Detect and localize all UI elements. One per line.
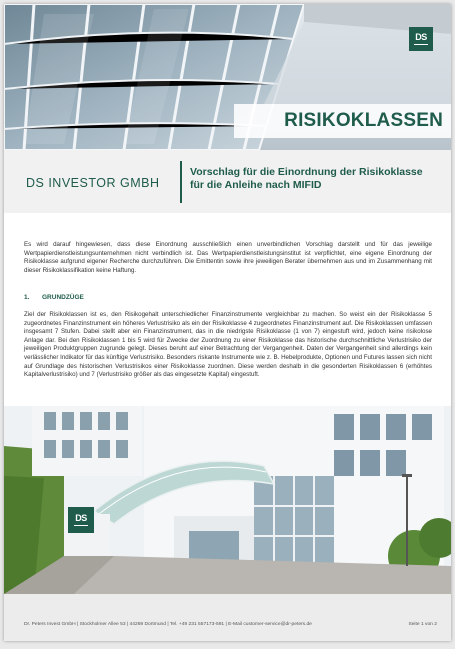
building-sign-text: DS [75,512,87,523]
page-number: Seite 1 von 2 [408,622,437,627]
page-title: RISIKOKLASSEN [284,110,443,131]
company-name: DS INVESTOR GMBH [26,176,160,190]
section-number: 1. [24,294,30,301]
section-title: GRUNDZÜGE [42,294,84,301]
document-page [4,4,451,641]
building-sign-logo [68,507,94,533]
page-footer [4,594,451,641]
ds-logo-text: DS [415,31,427,42]
intro-paragraph: Es wird darauf hingewiesen, dass diese Einordnung ausschließlich einen unverbindlichen Vorschlag darstellt und für das jeweilige Wertpapierdienstleistungsunternehmen nicht verbindlich ist. Das Wertpapierdienstleistungsinstitut ist verpflichtet, eine eigene Einordnung der Risikoklasse aufgrund eigener Recherche durchzuführen. Die Emittentin sowie ihre jeweiligen Berater übernehmen aus und im Zusammenhang mit dieser Risikoklassifikation keine Haftung. [24,241,432,274]
hero-image [4,4,451,150]
section-body: Ziel der Risikoklassen ist es, den Risikogehalt unterschiedlicher Finanzinstrumente vergleichbar zu machen. So weist ein der Risikoklasse 5 zugeordnetes Finanzinstrument ein höheres Verlustrisiko als ein der Risikoklasse 4 zugeordnetes Finanzinstrument auf. Die Risikoklassen umfassen insgesamt 7 Stufen. Dabei stellt aber ein Finanzinstrument, das in die niedrigste Risikoklasse (1 von 7) eingestuft wird, jedoch keine risikolose Anlage dar. Bei den Risikoklassen 1 bis 5 wird für Zwecke der Zuordnung zu einer Risikoklasse das historische durchschnittliche Verlustrisiko der jeweiligen Produktgruppen zugrunde gelegt. Dieses beruht auf einer Betrachtung der Vergangenheit. Daten der Vergangenheit sind allerdings kein verlässlicher Indikator für das künftige Verlustrisiko. Besonders riskante Instrumente wie z. B. Hebelprodukte, Optionen und Futures lassen sich nicht auf Grundlage des historischen Verlustrisikos einer Risikoklasse zuordnen. Diese werden deshalb in die gesonderten Risikoklassen 6 (erhöhtes Kapitalverlustrisiko) und 7 (Verlustrisiko größer als das eingesetzte Kapital) eingestuft. [24,311,432,379]
title-band [4,150,451,213]
office-building-graphic [4,406,451,594]
section-heading [24,294,84,301]
document-subtitle: Vorschlag für die Einordnung der Risikoklasse für die Anleihe nach MIFID [190,166,423,191]
ds-logo [409,27,433,51]
title-bar [234,104,451,138]
band-divider [180,161,182,203]
footer-contact: Dr. Peters Invest GmbH | Stockholmer Allee 53 | 44269 Dortmund | Tel. +49 231 557173-591 | E-Mail customer-service@dr-peters.de [24,622,312,627]
building-photo [4,406,451,594]
